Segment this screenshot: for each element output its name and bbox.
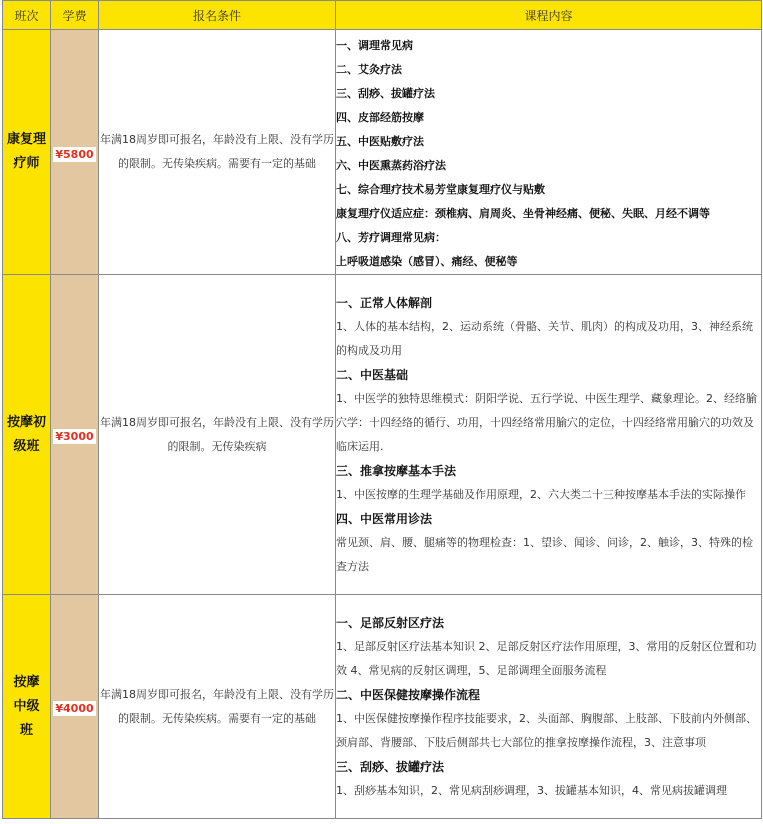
section-heading: 三、推拿按摩基本手法 — [336, 463, 457, 478]
content-cell — [336, 30, 762, 275]
content-line: 四、皮部经筋按摩 — [336, 110, 424, 124]
content-line: 三、刮痧、拔罐疗法 — [336, 86, 435, 100]
requirements-cell: 年满18周岁即可报名，年龄没有上限、没有学历的限制。无传染疾病。需要有一定的基础 — [99, 30, 336, 275]
course-table — [2, 0, 762, 819]
class-name-line: 按摩初 — [6, 414, 46, 430]
section-heading: 二、中医保健按摩操作流程 — [336, 687, 481, 702]
section-heading: 二、中医基础 — [336, 367, 409, 382]
table-row — [3, 595, 762, 819]
content-cell — [336, 275, 762, 595]
section-text: 1、中医按摩的生理学基础及作用原理，2、六大类二十三种按摩基本手法的实际操作 — [336, 487, 746, 501]
section-text: 1、足部反射区疗法基本知识 2、足部反射区疗法作用原理，3、常用的反射区位置和功效 4、常见病的反射区调理，5、足部调理全面服务流程 — [336, 639, 757, 677]
class-name-line: 级班 — [13, 438, 40, 454]
requirements-cell: 年满18周岁即可报名，年龄没有上限、没有学历的限制。无传染疾病。需要有一定的基础 — [99, 595, 336, 819]
fee-cell — [51, 595, 99, 819]
header-row — [3, 1, 762, 30]
header-class: 班次 — [3, 1, 51, 30]
class-name-line: 疗师 — [13, 156, 40, 171]
content-line: 五、中医贴敷疗法 — [336, 134, 424, 148]
content-line: 六、中医熏蒸药浴疗法 — [336, 158, 446, 172]
content-line: 七、综合理疗技术易芳堂康复理疗仪与贴敷 — [336, 182, 545, 196]
content-line: 上呼吸道感染（感冒）、痛经、便秘等 — [336, 254, 518, 268]
table-row — [3, 30, 762, 275]
section-heading: 三、刮痧、拔罐疗法 — [336, 759, 445, 774]
header-content: 课程内容 — [336, 1, 762, 30]
content-line: 康复理疗仪适应症：颈椎病、肩周炎、坐骨神经痛、便秘、失眠、月经不调等 — [336, 206, 710, 220]
fee-value: ¥4000 — [55, 702, 94, 715]
fee-cell — [51, 275, 99, 595]
section-heading: 一、正常人体解剖 — [336, 295, 433, 310]
section-heading: 四、中医常用诊法 — [336, 511, 433, 526]
header-requirements: 报名条件 — [99, 1, 336, 30]
requirements-cell: 年满18周岁即可报名，年龄没有上限、没有学历的限制。无传染疾病 — [99, 275, 336, 595]
section-text: 1、中医学的独特思维模式：阴阳学说、五行学说、中医生理学、藏象理论。2、经络腧穴学：十四经络的循行、功用，十四经络常用腧穴的定位，十四经络常用腧穴的功效及临床运用. — [336, 391, 757, 453]
section-text: 常见颈、肩、腰、腿痛等的物理检查：1、望诊、闻诊、问诊，2、触诊，3、特殊的检查方法 — [336, 535, 753, 573]
table-row — [3, 275, 762, 595]
fee-value: ¥5800 — [55, 147, 94, 161]
fee-value: ¥3000 — [55, 430, 94, 443]
class-name-line: 康复理 — [6, 132, 46, 147]
content-cell — [336, 595, 762, 819]
section-text: 1、刮痧基本知识，2、常见病刮痧调理，3、拔罐基本知识，4、常见病拔罐调理 — [336, 783, 727, 797]
class-name-cell — [3, 275, 51, 595]
class-name-cell — [3, 30, 51, 275]
class-name-cell — [3, 595, 51, 819]
header-fee: 学费 — [51, 1, 99, 30]
content-line: 二、艾灸疗法 — [336, 62, 402, 76]
fee-cell — [51, 30, 99, 275]
class-name-line: 班 — [19, 722, 33, 738]
content-line: 八、芳疗调理常见病： — [336, 230, 446, 244]
section-text: 1、人体的基本结构，2、运动系统（骨骼、关节、肌肉）的构成及功用，3、神经系统的构成及功用 — [336, 319, 753, 357]
section-heading: 一、足部反射区疗法 — [336, 615, 445, 630]
section-text: 1、中医保健按摩操作程序技能要求，2、头面部、胸腹部、上肢部、下肢前内外侧部、颈肩部、背腰部、下肢后侧部共七大部位的推拿按摩操作流程，3、注意事项 — [336, 711, 757, 749]
content-line: 一、调理常见病 — [336, 38, 413, 52]
class-name-line: 按摩 — [13, 674, 40, 690]
class-name-line: 中级 — [13, 698, 40, 714]
